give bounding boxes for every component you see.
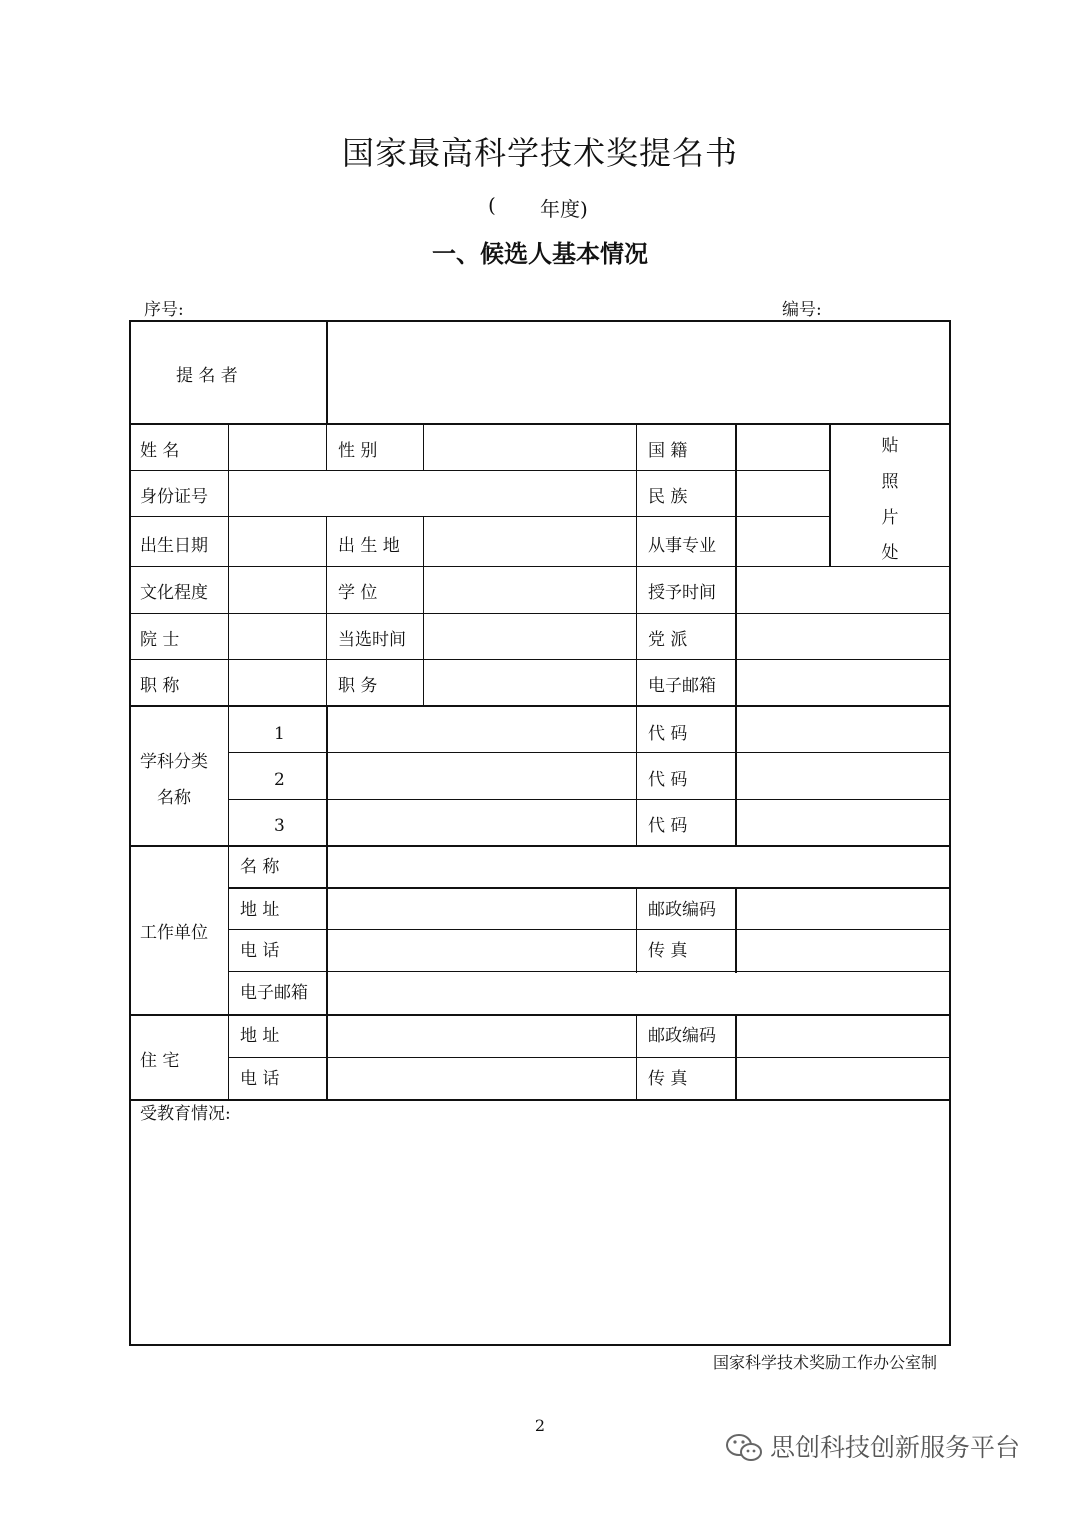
elected-time-label: 当选时间	[338, 630, 406, 650]
nationality-label: 国 籍	[648, 441, 688, 461]
vline	[735, 423, 737, 847]
degree-label: 学 位	[338, 583, 378, 603]
home-fax-label: 传 真	[648, 1069, 688, 1089]
discipline-row-1: 1	[274, 724, 285, 744]
code-label-1: 代 码	[648, 724, 688, 744]
position-label: 职 务	[338, 676, 378, 696]
vline	[636, 1014, 637, 1100]
unit-postcode-label: 邮政编码	[648, 900, 716, 920]
nomination-form-table	[129, 320, 951, 1346]
vline	[228, 423, 229, 1100]
hline	[129, 659, 951, 660]
hline	[129, 1014, 951, 1016]
hline	[228, 929, 951, 930]
home-address-label: 地 址	[240, 1026, 280, 1046]
sequence-label: 序号:	[144, 300, 184, 320]
vline	[636, 887, 637, 973]
birth-date-label: 出生日期	[140, 536, 208, 556]
education-label: 文化程度	[140, 583, 208, 603]
discipline-label-line1: 学科分类	[140, 752, 208, 772]
hline	[228, 887, 951, 889]
vline	[829, 423, 831, 567]
photo-char-2: 照	[881, 472, 899, 492]
code-label-2: 代 码	[648, 770, 688, 790]
birth-place-label: 出 生 地	[338, 536, 400, 556]
number-label: 编号:	[782, 300, 822, 320]
hline	[129, 705, 951, 707]
vline	[326, 423, 327, 471]
discipline-row-2: 2	[274, 770, 285, 790]
hline	[228, 752, 951, 753]
specialty-label: 从事专业	[648, 536, 716, 556]
id-number-label: 身份证号	[140, 487, 208, 507]
home-phone-label: 电 话	[240, 1069, 280, 1089]
home-postcode-label: 邮政编码	[648, 1026, 716, 1046]
issuer-footer: 国家科学技术奖励工作办公室制	[712, 1353, 937, 1372]
wechat-icon	[724, 1432, 764, 1464]
code-label-3: 代 码	[648, 816, 688, 836]
unit-fax-label: 传 真	[648, 941, 688, 961]
hline	[129, 1099, 951, 1101]
hline	[228, 1057, 951, 1058]
vline	[326, 705, 328, 1100]
title-label: 职 称	[140, 676, 180, 696]
grant-time-label: 授予时间	[648, 583, 716, 603]
year-paren-open: (	[488, 193, 496, 217]
vline	[423, 516, 424, 707]
hline	[129, 613, 951, 614]
unit-address-label: 地 址	[240, 900, 280, 920]
document-title: 国家最高科学技术奖提名书	[341, 134, 738, 172]
nominator-label: 提 名 者	[176, 366, 238, 386]
residence-label: 住 宅	[140, 1051, 180, 1071]
photo-char-4: 处	[881, 543, 899, 563]
hline	[129, 566, 951, 567]
vline	[735, 887, 737, 973]
photo-char-1: 贴	[881, 436, 899, 456]
hline	[129, 470, 830, 471]
unit-email-label: 电子邮箱	[240, 983, 308, 1003]
page-number: 2	[534, 1416, 546, 1435]
ethnicity-label: 民 族	[648, 487, 688, 507]
discipline-label-line2: 名称	[157, 788, 191, 808]
vline	[326, 516, 327, 707]
vline	[735, 1014, 737, 1100]
academician-label: 院 士	[140, 630, 180, 650]
section-title: 一、候选人基本情况	[432, 240, 648, 268]
hline	[129, 516, 830, 517]
party-label: 党 派	[648, 630, 688, 650]
vline	[326, 320, 328, 424]
discipline-row-3: 3	[274, 816, 285, 836]
vline	[636, 423, 637, 847]
education-history-label: 受教育情况:	[140, 1104, 231, 1124]
hline	[129, 845, 951, 847]
watermark-text: 思创科技创新服务平台	[770, 1433, 1021, 1462]
hline	[228, 799, 951, 800]
hline	[129, 423, 951, 425]
vline	[423, 423, 424, 471]
photo-char-3: 片	[881, 508, 899, 528]
work-unit-label: 工作单位	[140, 923, 208, 943]
name-label: 姓 名	[140, 441, 180, 461]
unit-phone-label: 电 话	[240, 941, 280, 961]
hline	[228, 971, 951, 972]
email-label: 电子邮箱	[648, 676, 716, 696]
gender-label: 性 别	[338, 441, 378, 461]
year-label: 年度)	[540, 197, 588, 221]
unit-name-label: 名 称	[240, 857, 280, 877]
